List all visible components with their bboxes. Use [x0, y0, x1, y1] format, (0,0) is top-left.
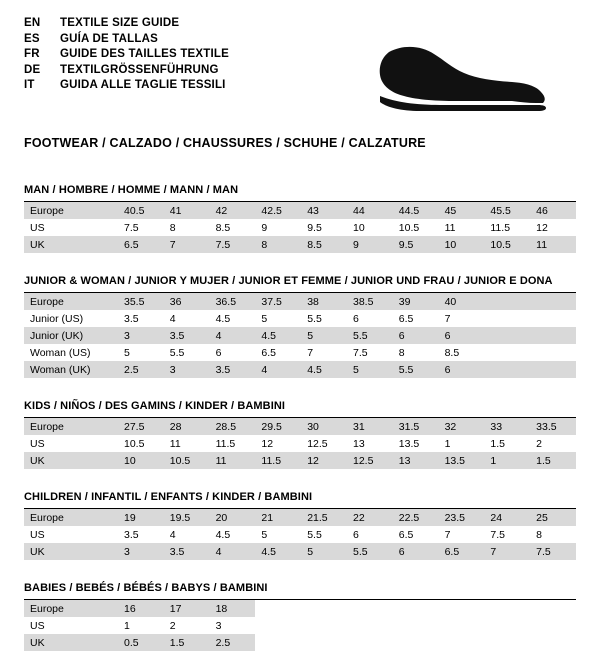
size-cell: 3.5 — [164, 543, 210, 560]
size-cell — [484, 361, 530, 378]
size-table-body — [24, 509, 576, 560]
table-row — [24, 435, 576, 452]
size-cell-empty — [301, 600, 347, 617]
size-cell — [530, 327, 576, 344]
size-cell: 11 — [530, 236, 576, 253]
language-title: GUIDE DES TAILLES TEXTILE — [60, 48, 229, 60]
size-cell: 6 — [439, 361, 485, 378]
size-cell-empty — [484, 617, 530, 634]
table-row — [24, 310, 576, 327]
size-cell: 36.5 — [210, 293, 256, 310]
size-cell: 3.5 — [118, 310, 164, 327]
size-cell: 2 — [164, 617, 210, 634]
size-table-children — [24, 509, 576, 560]
size-cell: 5.5 — [164, 344, 210, 361]
size-cell: 0.5 — [118, 634, 164, 651]
size-cell: 4.5 — [255, 327, 301, 344]
size-cell: 25 — [530, 509, 576, 526]
size-cell: 7 — [301, 344, 347, 361]
size-cell: 4.5 — [210, 526, 256, 543]
size-cell: 2 — [530, 435, 576, 452]
size-cell: 36 — [164, 293, 210, 310]
size-cell: 6 — [347, 310, 393, 327]
size-cell: 6.5 — [118, 236, 164, 253]
size-cell: 45 — [439, 202, 485, 219]
size-cell: 31 — [347, 418, 393, 435]
table-row — [24, 327, 576, 344]
section-man — [24, 184, 576, 253]
table-row — [24, 202, 576, 219]
size-table-body — [24, 293, 576, 378]
size-cell-empty — [347, 634, 393, 651]
language-row — [24, 32, 229, 48]
size-cell: 4 — [164, 310, 210, 327]
size-cell: 5 — [347, 361, 393, 378]
size-cell: 11.5 — [210, 435, 256, 452]
language-code: ES — [24, 32, 40, 45]
section-title: KIDS / NIÑOS / DES GAMINS / KINDER / BAMBINI — [24, 400, 286, 412]
row-label: US — [24, 617, 118, 634]
size-cell: 12 — [255, 435, 301, 452]
row-label: UK — [24, 452, 118, 469]
size-cell-empty — [530, 634, 576, 651]
size-cell: 12 — [301, 452, 347, 469]
size-cell: 33 — [484, 418, 530, 435]
size-cell: 8 — [393, 344, 439, 361]
size-cell: 9.5 — [393, 236, 439, 253]
size-cell-empty — [255, 617, 301, 634]
size-cell: 5.5 — [347, 543, 393, 560]
size-cell: 4.5 — [301, 361, 347, 378]
table-row — [24, 452, 576, 469]
language-title: TEXTILGRÖSSENFÜHRUNG — [60, 63, 219, 76]
row-label: Junior (UK) — [24, 327, 118, 344]
size-table-babies — [24, 600, 576, 651]
size-cell-empty — [530, 617, 576, 634]
size-cell: 12.5 — [347, 452, 393, 469]
section-children — [24, 491, 576, 560]
size-cell: 10 — [347, 219, 393, 236]
size-cell: 7 — [439, 526, 485, 543]
size-cell: 13.5 — [439, 452, 485, 469]
table-row — [24, 361, 576, 378]
row-label: Junior (US) — [24, 310, 118, 327]
size-cell: 6 — [393, 543, 439, 560]
size-cell-empty — [484, 600, 530, 617]
size-cell: 6.5 — [393, 526, 439, 543]
size-cell-empty — [393, 600, 439, 617]
size-cell: 13 — [393, 452, 439, 469]
size-cell: 10.5 — [484, 236, 530, 253]
size-cell: 3.5 — [210, 361, 256, 378]
size-cell: 27.5 — [118, 418, 164, 435]
size-cell: 38.5 — [347, 293, 393, 310]
size-cell: 13.5 — [393, 435, 439, 452]
footwear-category-title: FOOTWEAR / CALZADO / CHAUSSURES / SCHUHE / CALZATURE — [24, 136, 426, 150]
row-label: Woman (UK) — [24, 361, 118, 378]
size-cell: 8 — [164, 219, 210, 236]
size-cell: 5.5 — [301, 526, 347, 543]
page-header — [24, 16, 576, 120]
size-cell — [484, 310, 530, 327]
size-cell: 42.5 — [255, 202, 301, 219]
size-table-body — [24, 418, 576, 469]
size-cell — [484, 344, 530, 361]
size-cell: 31.5 — [393, 418, 439, 435]
table-row — [24, 543, 576, 560]
size-cell: 45.5 — [484, 202, 530, 219]
size-cell-empty — [393, 617, 439, 634]
size-cell-empty — [255, 634, 301, 651]
size-cell: 3.5 — [164, 327, 210, 344]
size-cell: 8.5 — [301, 236, 347, 253]
language-title: GUIDA ALLE TAGLIE TESSILI — [60, 79, 226, 91]
size-cell: 4 — [210, 327, 256, 344]
size-cell: 24 — [484, 509, 530, 526]
size-cell: 6 — [393, 327, 439, 344]
row-label: Europe — [24, 418, 118, 435]
language-row — [24, 63, 229, 79]
row-label: US — [24, 435, 118, 452]
size-cell: 5 — [301, 327, 347, 344]
size-cell: 42 — [210, 202, 256, 219]
size-cell: 28.5 — [210, 418, 256, 435]
size-cell: 6 — [347, 526, 393, 543]
size-cell: 6.5 — [255, 344, 301, 361]
section-title: JUNIOR & WOMAN / JUNIOR Y MUJER / JUNIOR ET FEMME / JUNIOR UND FRAU / JUNIOR E DONA — [24, 275, 553, 287]
row-label: Europe — [24, 293, 118, 310]
size-table-kids — [24, 418, 576, 469]
size-cell: 5 — [255, 310, 301, 327]
size-cell: 44 — [347, 202, 393, 219]
size-cell: 5.5 — [393, 361, 439, 378]
size-cell: 13 — [347, 435, 393, 452]
size-cell-empty — [301, 617, 347, 634]
section-title: BABIES / BEBÉS / BÉBÉS / BABYS / BAMBINI — [24, 582, 268, 594]
size-cell: 19 — [118, 509, 164, 526]
size-cell: 37.5 — [255, 293, 301, 310]
size-cell: 7 — [439, 310, 485, 327]
language-code: FR — [24, 48, 40, 60]
table-row — [24, 219, 576, 236]
section-title: CHILDREN / INFANTIL / ENFANTS / KINDER / BAMBINI — [24, 491, 313, 503]
language-code: EN — [24, 17, 41, 29]
size-cell: 1.5 — [164, 634, 210, 651]
row-label: Woman (US) — [24, 344, 118, 361]
size-table-man — [24, 202, 576, 253]
language-code: IT — [24, 79, 35, 91]
size-cell: 9.5 — [301, 219, 347, 236]
size-cell — [530, 344, 576, 361]
language-title: TEXTILE SIZE GUIDE — [60, 17, 180, 29]
row-label: US — [24, 219, 118, 236]
size-cell: 40.5 — [118, 202, 164, 219]
size-cell-empty — [255, 600, 301, 617]
size-cell: 7.5 — [210, 236, 256, 253]
size-cell: 5.5 — [347, 327, 393, 344]
size-cell: 4 — [255, 361, 301, 378]
size-cell: 3 — [118, 327, 164, 344]
table-row — [24, 344, 576, 361]
size-cell: 23.5 — [439, 509, 485, 526]
size-cell: 3 — [210, 617, 256, 634]
language-title-list — [24, 16, 229, 94]
size-cell-empty — [439, 634, 485, 651]
section-junior-woman — [24, 275, 576, 378]
size-cell: 5 — [255, 526, 301, 543]
size-cell: 4 — [164, 526, 210, 543]
size-cell: 10 — [439, 236, 485, 253]
size-cell: 22 — [347, 509, 393, 526]
size-cell: 8 — [530, 526, 576, 543]
size-cell: 7 — [164, 236, 210, 253]
size-cell: 7.5 — [484, 526, 530, 543]
table-row — [24, 526, 576, 543]
size-cell: 44.5 — [393, 202, 439, 219]
size-cell: 3.5 — [118, 526, 164, 543]
size-cell — [484, 327, 530, 344]
size-cell-empty — [439, 600, 485, 617]
size-cell: 9 — [255, 219, 301, 236]
size-cell: 38 — [301, 293, 347, 310]
size-cell: 1.5 — [530, 452, 576, 469]
size-cell: 3 — [164, 361, 210, 378]
row-label: UK — [24, 634, 118, 651]
table-row — [24, 634, 576, 651]
size-cell: 46 — [530, 202, 576, 219]
size-cell: 32 — [439, 418, 485, 435]
language-title-list-body — [24, 16, 229, 94]
section-title: MAN / HOMBRE / HOMME / MANN / MAN — [24, 184, 239, 196]
size-cell: 17 — [164, 600, 210, 617]
size-cell: 16 — [118, 600, 164, 617]
size-table-junior-woman — [24, 293, 576, 378]
size-cell — [530, 310, 576, 327]
size-cell: 2.5 — [118, 361, 164, 378]
size-cell: 1.5 — [484, 435, 530, 452]
size-cell: 10.5 — [393, 219, 439, 236]
size-cell: 4.5 — [210, 310, 256, 327]
size-cell: 5 — [118, 344, 164, 361]
table-row — [24, 509, 576, 526]
table-row — [24, 418, 576, 435]
size-cell-empty — [347, 600, 393, 617]
size-cell: 7 — [484, 543, 530, 560]
size-cell-empty — [393, 634, 439, 651]
language-title: GUÍA DE TALLAS — [60, 32, 158, 45]
size-cell: 29.5 — [255, 418, 301, 435]
dress-shoe-icon — [360, 34, 570, 120]
size-cell-empty — [347, 617, 393, 634]
size-cell: 21 — [255, 509, 301, 526]
size-cell: 3 — [118, 543, 164, 560]
size-cell: 1 — [439, 435, 485, 452]
size-cell: 11 — [164, 435, 210, 452]
size-cell: 10 — [118, 452, 164, 469]
size-cell: 6 — [439, 327, 485, 344]
size-cell: 35.5 — [118, 293, 164, 310]
size-cell: 33.5 — [530, 418, 576, 435]
size-cell-empty — [484, 634, 530, 651]
size-cell: 11.5 — [255, 452, 301, 469]
size-cell: 21.5 — [301, 509, 347, 526]
size-cell: 11 — [439, 219, 485, 236]
table-row — [24, 600, 576, 617]
row-label: Europe — [24, 202, 118, 219]
table-row — [24, 293, 576, 310]
size-cell: 7.5 — [347, 344, 393, 361]
size-cell: 22.5 — [393, 509, 439, 526]
size-cell: 28 — [164, 418, 210, 435]
size-cell — [530, 361, 576, 378]
size-cell: 1 — [118, 617, 164, 634]
size-cell: 7.5 — [118, 219, 164, 236]
size-cell: 6.5 — [439, 543, 485, 560]
size-cell: 4 — [210, 543, 256, 560]
size-cell: 11 — [210, 452, 256, 469]
size-cell: 5 — [301, 543, 347, 560]
language-row — [24, 78, 229, 94]
section-kids — [24, 400, 576, 469]
size-cell: 8.5 — [439, 344, 485, 361]
size-cell: 39 — [393, 293, 439, 310]
row-label: US — [24, 526, 118, 543]
size-cell: 18 — [210, 600, 256, 617]
size-cell: 10.5 — [164, 452, 210, 469]
row-label: UK — [24, 543, 118, 560]
language-row — [24, 16, 229, 32]
size-cell: 4.5 — [255, 543, 301, 560]
size-cell: 41 — [164, 202, 210, 219]
size-cell-empty — [301, 634, 347, 651]
size-cell: 6 — [210, 344, 256, 361]
row-label: UK — [24, 236, 118, 253]
size-table-body — [24, 202, 576, 253]
size-table-body — [24, 600, 576, 651]
size-cell: 6.5 — [393, 310, 439, 327]
language-code: DE — [24, 63, 41, 76]
size-cell — [530, 293, 576, 310]
size-cell: 12.5 — [301, 435, 347, 452]
size-cell: 12 — [530, 219, 576, 236]
size-cell: 7.5 — [530, 543, 576, 560]
section-babies — [24, 582, 576, 651]
size-cell-empty — [439, 617, 485, 634]
size-cell: 30 — [301, 418, 347, 435]
table-row — [24, 236, 576, 253]
size-cell: 11.5 — [484, 219, 530, 236]
size-cell: 10.5 — [118, 435, 164, 452]
size-cell-empty — [530, 600, 576, 617]
size-cell: 1 — [484, 452, 530, 469]
size-cell: 19.5 — [164, 509, 210, 526]
table-row — [24, 617, 576, 634]
size-cell: 8.5 — [210, 219, 256, 236]
size-cell: 8 — [255, 236, 301, 253]
language-row — [24, 47, 229, 63]
size-cell: 20 — [210, 509, 256, 526]
size-cell — [484, 293, 530, 310]
size-cell: 43 — [301, 202, 347, 219]
size-cell: 40 — [439, 293, 485, 310]
size-cell: 5.5 — [301, 310, 347, 327]
size-cell: 2.5 — [210, 634, 256, 651]
row-label: Europe — [24, 600, 118, 617]
size-cell: 9 — [347, 236, 393, 253]
row-label: Europe — [24, 509, 118, 526]
